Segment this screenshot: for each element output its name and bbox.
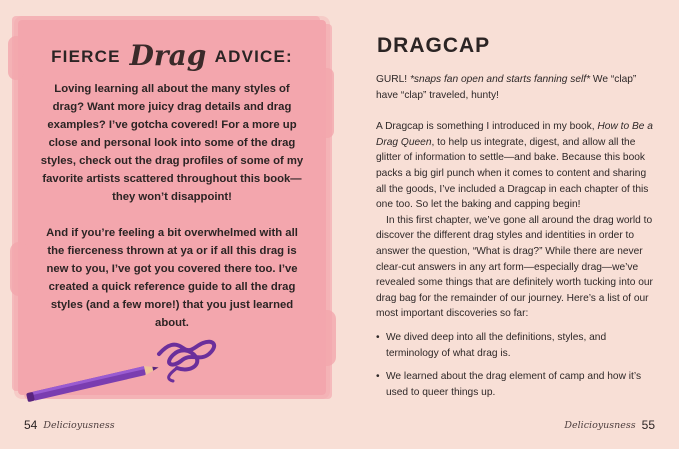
intro-text-b: *snaps fan open and starts fanning self* xyxy=(409,74,591,85)
title-word-fierce: FIERCE xyxy=(51,47,121,66)
advice-paragraph-1: Loving learning all about the many styles of drag? Want more juicy drag details and drag examples? I’ve gotcha covered! For a more up close and personal look into some of the drag styles, check out the drag profiles of some of my favorite artists scattered throughout this book—they won’t disappoint! xyxy=(40,83,304,203)
dragcap-paragraph-1 xyxy=(376,119,654,213)
intro-text-c: We “clap” have “clap” traveled, hunty! xyxy=(376,74,637,101)
para1-text-c: , to help us integrate, digest, and allow all the glitter of information to settle—and bake. Because this book packs a big girl punch when it comes to content and sharing all the goods, I’ve included a Dragcap in each chapter of this one too. So let the baking and capping begin! xyxy=(376,136,649,211)
intro-paragraph xyxy=(376,72,654,103)
bullet-text: We learned about the drag element of camp and how it’s used to queer things up. xyxy=(386,371,642,398)
brush-stroke-edge xyxy=(10,242,28,296)
page-number: 55 xyxy=(641,418,655,432)
intro-text-a: GURL! xyxy=(376,74,410,85)
dragcap-heading: DRAGCAP xyxy=(377,34,491,57)
advice-body xyxy=(38,80,306,350)
dragcap-paragraph-2: In this first chapter, we’ve gone all around the drag world to discover the different drag styles and identities in order to answer the question, “What is drag?” While there are never clear-cut answers in any art form—especially drag—we’ve revealed some things that are definitely worth tucking into our drag bag for the remainder of our journey. Here’s a list of our most important discoveries so far: xyxy=(376,214,653,320)
bullet-dot-icon: • xyxy=(376,371,380,383)
right-page xyxy=(340,0,679,449)
title-script-drag: Drag xyxy=(129,39,207,72)
discovery-bullet xyxy=(376,330,654,361)
running-footer-label: Delicioyusness xyxy=(564,419,636,431)
advice-paragraph-2: And if you’re feeling a bit overwhelmed with all the fierceness thrown at ya or if all this drag is new to you, I’ve got you covered there too. I’ve created a quick reference guide to all the drag styles (and a few more!) that you just learned about. xyxy=(46,227,298,329)
bullet-dot-icon: • xyxy=(376,331,380,343)
left-page-folio xyxy=(24,418,115,432)
purple-pencil-icon xyxy=(23,326,233,406)
fierce-drag-advice-title xyxy=(18,36,326,72)
right-page-folio xyxy=(564,418,655,432)
para1-text-a: A Dragcap is something I introduced in my book, xyxy=(376,121,598,133)
running-footer-label: Delicioyusness xyxy=(43,419,115,431)
brush-stroke-edge xyxy=(320,68,334,138)
page-number: 54 xyxy=(24,418,38,432)
title-word-advice: ADVICE: xyxy=(214,47,293,66)
book-title: How to Be a Drag Queen xyxy=(376,121,653,148)
purple-scribble-icon xyxy=(159,342,214,381)
dragcap-body xyxy=(376,72,654,408)
discovery-bullet xyxy=(376,369,654,400)
brush-stroke-edge xyxy=(318,310,336,366)
pencil-illustration xyxy=(23,326,233,406)
bullet-text: We dived deep into all the definitions, styles, and terminology of what drag is. xyxy=(386,331,607,359)
